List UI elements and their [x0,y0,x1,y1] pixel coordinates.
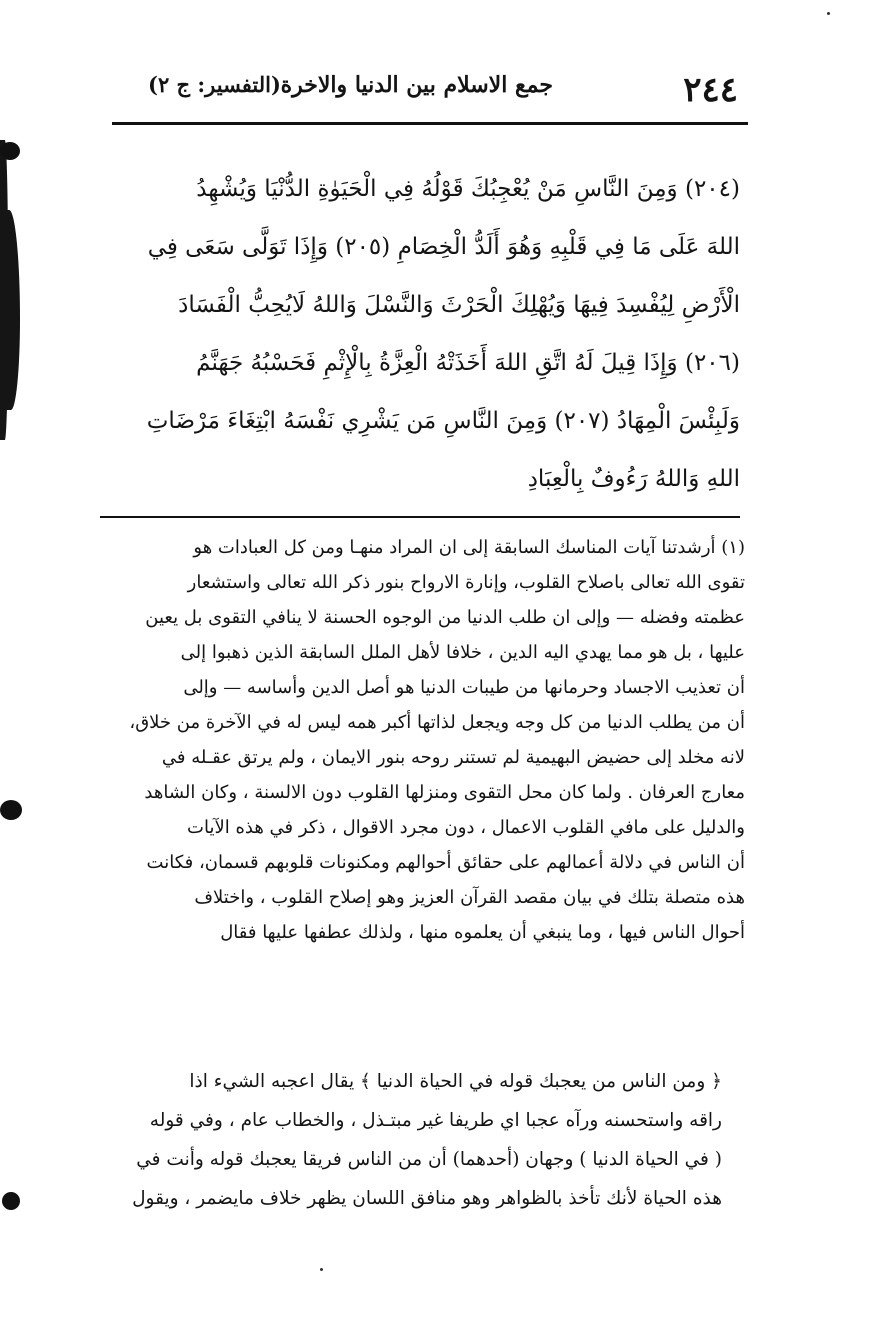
tafsir-line: ( في الحياة الدنيا ) وجهان (أحدهما) أن من الناس فريقا يعجبك قوله وأنت في [136,1149,722,1170]
tafsir-commentary [95,530,745,950]
tafsir-line: ﴿ ومن الناس من يعجبك قوله في الحياة الدنيا ﴾ يقال اعجبه الشيء اذا [189,1071,722,1092]
ink-blot-icon [2,1192,20,1210]
tafsir-line: أن الناس في دلالة أعمالهم على حقائق أحوالهم ومكنونات قلوبهم قسمان، فكانت [146,852,745,873]
page-header [118,62,738,116]
tafsir-commentary-continued [62,1062,722,1218]
tafsir-line: عليها ، بل هو مما يهدي اليه الدين ، خلافا لأهل الملل السابقة الذين ذهبوا إلى [180,642,745,663]
tafsir-line: هذه متصلة بتلك في بيان مقصد القرآن العزيز وهو إصلاح القلوب ، واختلاف [194,887,745,908]
verse-line: (٢٠٤) وَمِنَ النَّاسِ مَنْ يُعْجِبُكَ قَوْلُهُ فِي الْحَيَوٰةِ الدُّنْيَا وَيُشْهِدُ [196,176,740,202]
tafsir-line: والدليل على مافي القلوب الاعمال ، دون مجرد الاقوال ، ذكر في هذه الآيات [187,817,745,838]
page-number: ٢٤٤ [683,70,738,110]
running-title: جمع الاسلام بين الدنيا والاخرة [280,72,553,98]
verse-line: الْأَرْضِ لِيُفْسِدَ فِيهَا وَيُهْلِكَ الْحَرْثَ وَالنَّسْلَ وَاللهُ لَايُحِبُّ الْفَسَادَ [178,292,740,318]
tafsir-line: أن تعذيب الاجساد وحرمانها من طيبات الدنيا هو أصل الدين وأساسه — وإلى [183,677,745,698]
tafsir-line: أن من يطلب الدنيا من كل وجه ويجعل لذاتها أكبر همه ليس له في الآخرة من خلاق، [129,712,745,733]
tafsir-line: تقوى الله تعالى باصلاح القلوب، وإنارة الارواح بنور ذكر الله تعالى واستشعار [187,572,745,593]
scan-speck [320,1268,323,1271]
tafsir-line: (١) أرشدتنا آيات المناسك السابقة إلى ان المراد منهـا ومن كل العبادات هو [193,537,745,558]
tafsir-line: معارج العرفان . ولما كان محل التقوى ومنزلها القلوب دون الالسنة ، وكان الشاهد [144,782,745,803]
quran-verses [100,160,740,508]
verse-line: (٢٠٦) وَإِذَا قِيلَ لَهُ اتَّقِ اللهَ أَخَذَتْهُ الْعِزَّةُ بِالْإِثْمِ فَحَسْبُهُ جَهَنَّمُ [196,350,740,376]
tafsir-line: لانه مخلد إلى حضيض البهيمية لم تستنر روحه بنور الايمان ، ولم يرتق عقـله في [161,747,745,768]
section-label: (التفسير: ج ٢) [148,72,281,97]
scan-edge-shadow [0,210,20,410]
tafsir-line: هذه الحياة لأنك تأخذ بالظواهر وهو منافق اللسان يظهر خلاف مايضمر ، ويقول [132,1188,722,1209]
tafsir-line: عظمته وفضله — وإلى ان طلب الدنيا من الوجوه الحسنة لا ينافي التقوى بل يعين [145,607,745,628]
tafsir-line: أحوال الناس فيها ، وما ينبغي أن يعلموه منها ، ولذلك عطفها عليها فقال [220,922,745,943]
verse-line: وَلَبِئْسَ الْمِهَادُ (٢٠٧) وَمِنَ النَّاسِ مَن يَشْرِي نَفْسَهُ ابْتِغَاءَ مَرْضَاتِ [146,408,740,434]
header-rule [112,122,748,125]
ink-blot-icon [0,800,22,820]
scan-speck [827,12,830,15]
verse-line: اللهَ عَلَى مَا فِي قَلْبِهِ وَهُوَ أَلَدُّ الْخِصَامِ (٢٠٥) وَإِذَا تَوَلَّى سَعَى فِي [147,234,740,260]
ink-blot-icon [0,142,20,160]
tafsir-line: راقه واستحسنه ورآه عجبا اي طريفا غير مبتـذل ، والخطاب عام ، وفي قوله [149,1110,722,1131]
section-divider [100,516,740,518]
verse-line: اللهِ وَاللهُ رَءُوفٌ بِالْعِبَادِ [527,466,740,492]
